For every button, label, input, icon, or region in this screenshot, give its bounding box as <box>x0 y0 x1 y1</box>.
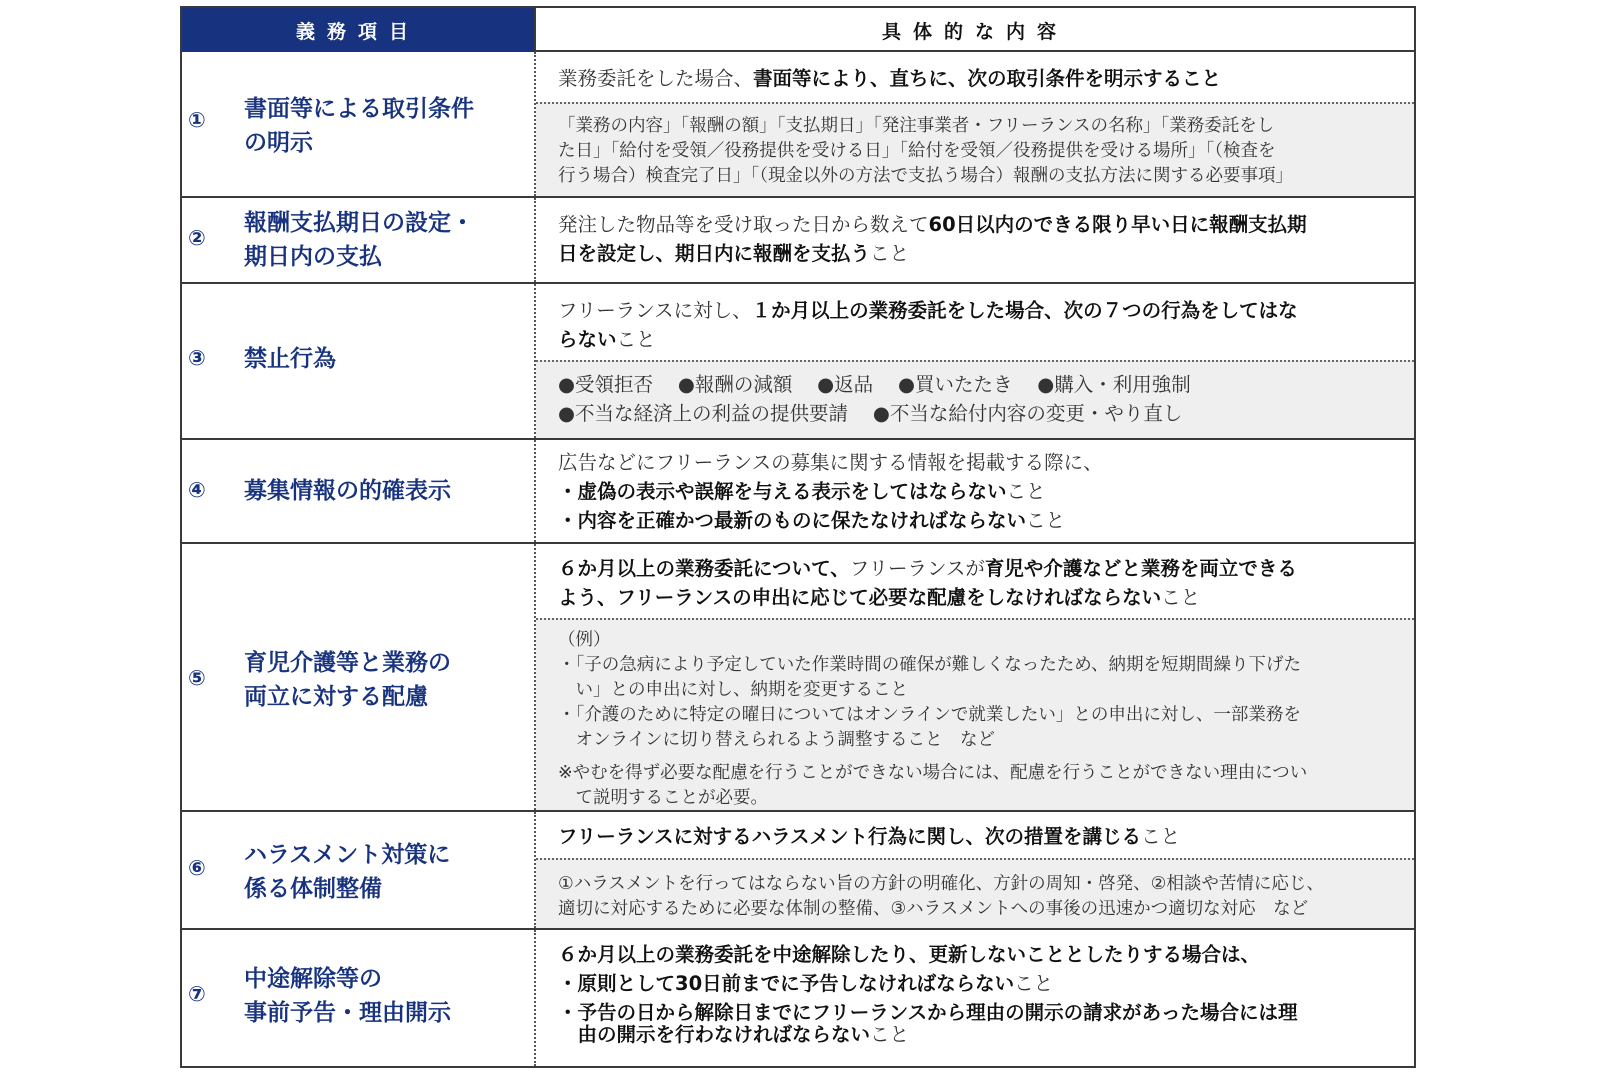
table-row-3 <box>182 284 1414 440</box>
row-detail-box: 「業務の内容」「報酬の額」「支払期日」「発注事業者・フリーランスの名称」「業務委託をし た日」「給付を受領／役務提供を受ける日」「給付を受領／役務提供を受ける場所」「（検査を 行う場合）検査完了日」「（現金以外の方法で支払う場合）報酬の支払方法に関する必要事項」 <box>536 102 1414 196</box>
table-row-4 <box>182 440 1414 544</box>
row-main-text: ６か月以上の業務委託を中途解除したり、更新しないこととしたりする場合は、 ・原則として30日前までに予告しなければならないこと ・予告の日から解除日までにフリーランスから理由の開示の請求があった場合には理 由の開示を行わなければならないこと <box>558 943 1298 1046</box>
row-number: ⑦ <box>188 982 206 1006</box>
row-main-text: 業務委託をした場合、書面等により、直ちに、次の取引条件を明示すること <box>558 67 1222 90</box>
row-main-text: 発注した物品等を受け取った日から数えて60日以内のできる限り早い日に報酬支払期 日を設定し、期日内に報酬を支払うこと <box>558 213 1307 265</box>
row-number: ⑤ <box>188 666 206 690</box>
row-main-text: ６か月以上の業務委託について、フリーランスが育児や介護などと業務を両立できる よう、フリーランスの申出に応じて必要な配慮をしなければならないこと <box>558 557 1297 609</box>
prohibited-act: ●不当な経済上の利益の提供要請 <box>558 402 849 425</box>
row-title: 報酬支払期日の設定・ 期日内の支払 <box>244 210 474 270</box>
prohibited-act: ●報酬の減額 <box>677 373 793 396</box>
row-number: ② <box>188 226 206 250</box>
table-row-2 <box>182 198 1414 284</box>
table-header <box>182 8 1414 52</box>
row-title: ハラスメント対策に 係る体制整備 <box>244 842 451 902</box>
row-title: 育児介護等と業務の 両立に対する配慮 <box>244 650 451 710</box>
row-number: ① <box>188 108 206 132</box>
row-main-text: フリーランスに対し、１か月以上の業務委託をした場合、次の７つの行為をしてはな らないこと <box>558 299 1298 351</box>
row-main-text: フリーランスに対するハラスメント行為に関し、次の措置を講じること <box>558 825 1181 848</box>
table-row-7 <box>182 930 1414 1066</box>
row-title: 募集情報の的確表示 <box>244 478 451 504</box>
header-specific-content: 具体的な内容 <box>534 8 1414 52</box>
row-detail-box: （例） ・「子の急病により予定していた作業時間の確保が難しくなったため、納期を短期間繰り下げた い」との申出に対し、納期を変更すること ・「介護のために特定の曜日についてはオンラインで就業したい」との申出に対し、一部業務を オンラインに切り替えられるよう調整すること など ※やむを得ず必要な配慮を行うことができない場合には、配慮を行うことができない理由につい て説明することが必要。 <box>536 618 1414 810</box>
prohibited-act: ●購入・利用強制 <box>1037 373 1191 396</box>
row-title: 中途解除等の 事前予告・理由開示 <box>244 966 451 1026</box>
note-text: ※やむを得ず必要な配慮を行うことができない場合には、配慮を行うことができない理由につい <box>558 763 1308 783</box>
prohibited-act: ●返品 <box>817 373 874 396</box>
obligations-table <box>180 6 1416 1068</box>
row-main-text: 広告などにフリーランスの募集に関する情報を掲載する際に、 ・虚偽の表示や誤解を与える表示をしてはならないこと ・内容を正確かつ最新のものに保たなければならないこと <box>558 451 1103 532</box>
table-row-5 <box>182 544 1414 812</box>
row-title: 書面等による取引条件 の明示 <box>244 96 474 156</box>
example-label: （例） <box>558 630 611 650</box>
prohibited-act: ●買いたたき <box>897 373 1013 396</box>
table-row-6 <box>182 812 1414 930</box>
row-title: 禁止行為 <box>244 346 336 372</box>
prohibited-act: ●不当な給付内容の変更・やり直し <box>872 402 1183 425</box>
prohibited-act: ●受領拒否 <box>558 373 654 396</box>
row-number: ③ <box>188 346 206 370</box>
row-number: ⑥ <box>188 856 206 880</box>
row-detail-box <box>536 360 1414 438</box>
row-number: ④ <box>188 478 206 502</box>
table-row-1 <box>182 52 1414 198</box>
header-obligation-item: 義務項目 <box>182 8 534 52</box>
row-detail-box: ①ハラスメントを行ってはならない旨の方針の明確化、方針の周知・啓発、②相談や苦情に応じ、 適切に対応するために必要な体制の整備、③ハラスメントへの事後の迅速かつ適切な対応 など <box>536 858 1414 928</box>
